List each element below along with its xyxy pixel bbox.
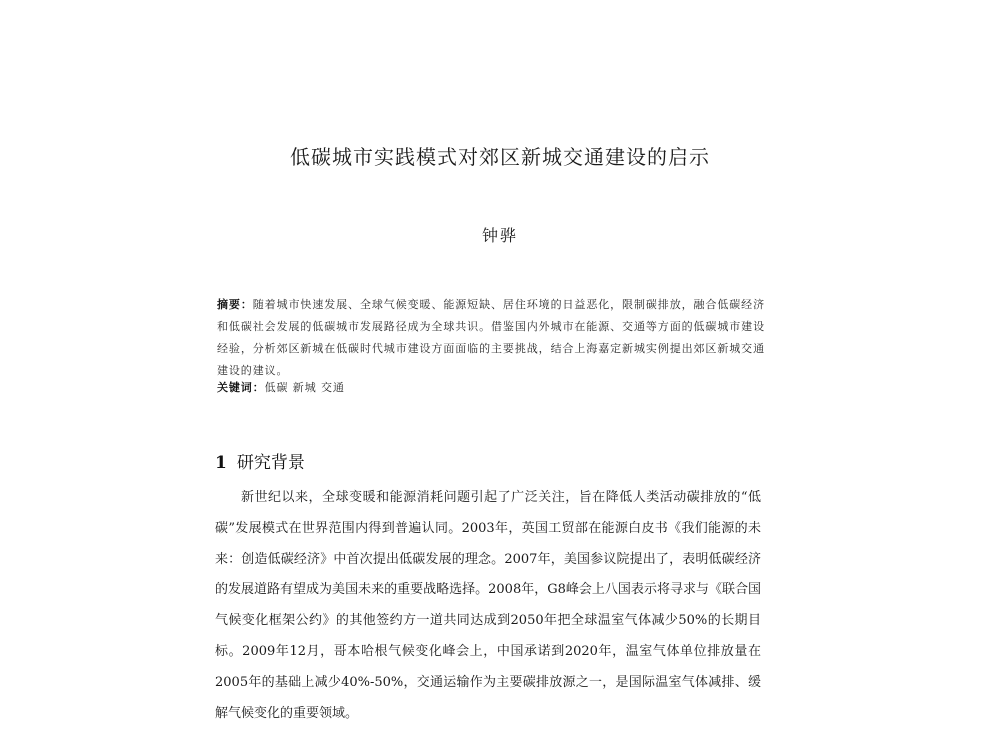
keywords-block bbox=[217, 378, 765, 398]
section-paragraph: 新世纪以来，全球变暖和能源消耗问题引起了广泛关注，旨在降低人类活动碳排放的“低碳”发展模式在世界范围内得到普遍认同。2003年，英国工贸部在能源白皮书《我们能源的未来：创造低碳经济》中首次提出低碳发展的理念。2007年，美国参议院提出了，表明低碳经济的发展道路有望成为美国未来的重要战略选择。2008年，G8峰会上八国表示将寻求与《联合国气候变化框架公约》的其他签约方一道共同达成到2050年把全球温室气体减少50%的长期目标。2009年12月，哥本哈根气候变化峰会上，中国承诺到2020年，温室气体单位排放量在2005年的基础上减少40%-50%，交通运输作为主要碳排放源之一，是国际温室气体减排、缓解气候变化的重要领域。 bbox=[215, 490, 761, 721]
author-name: 钟骅 bbox=[481, 226, 518, 245]
keywords-text: 低碳 新城 交通 bbox=[264, 381, 345, 394]
section-title: 研究背景 bbox=[236, 453, 305, 473]
keywords-label: 关键词： bbox=[217, 381, 265, 394]
abstract-label: 摘要： bbox=[217, 298, 253, 311]
abstract-text: 随着城市快速发展、全球气候变暖、能源短缺、居住环境的日益恶化，限制碳排放，融合低碳经济和低碳社会发展的低碳城市发展路径成为全球共识。借鉴国内外城市在能源、交通等方面的低碳城市建设经验，分析郊区新城在低碳时代城市建设方面面临的主要挑战，结合上海嘉定新城实例提出郊区新城交通建设的建议。 bbox=[217, 298, 766, 377]
section-heading bbox=[215, 448, 305, 473]
section-number: 1 bbox=[215, 453, 227, 473]
paper-title: 低碳城市实践模式对郊区新城交通建设的启示 bbox=[290, 145, 710, 169]
abstract-block bbox=[217, 294, 765, 382]
